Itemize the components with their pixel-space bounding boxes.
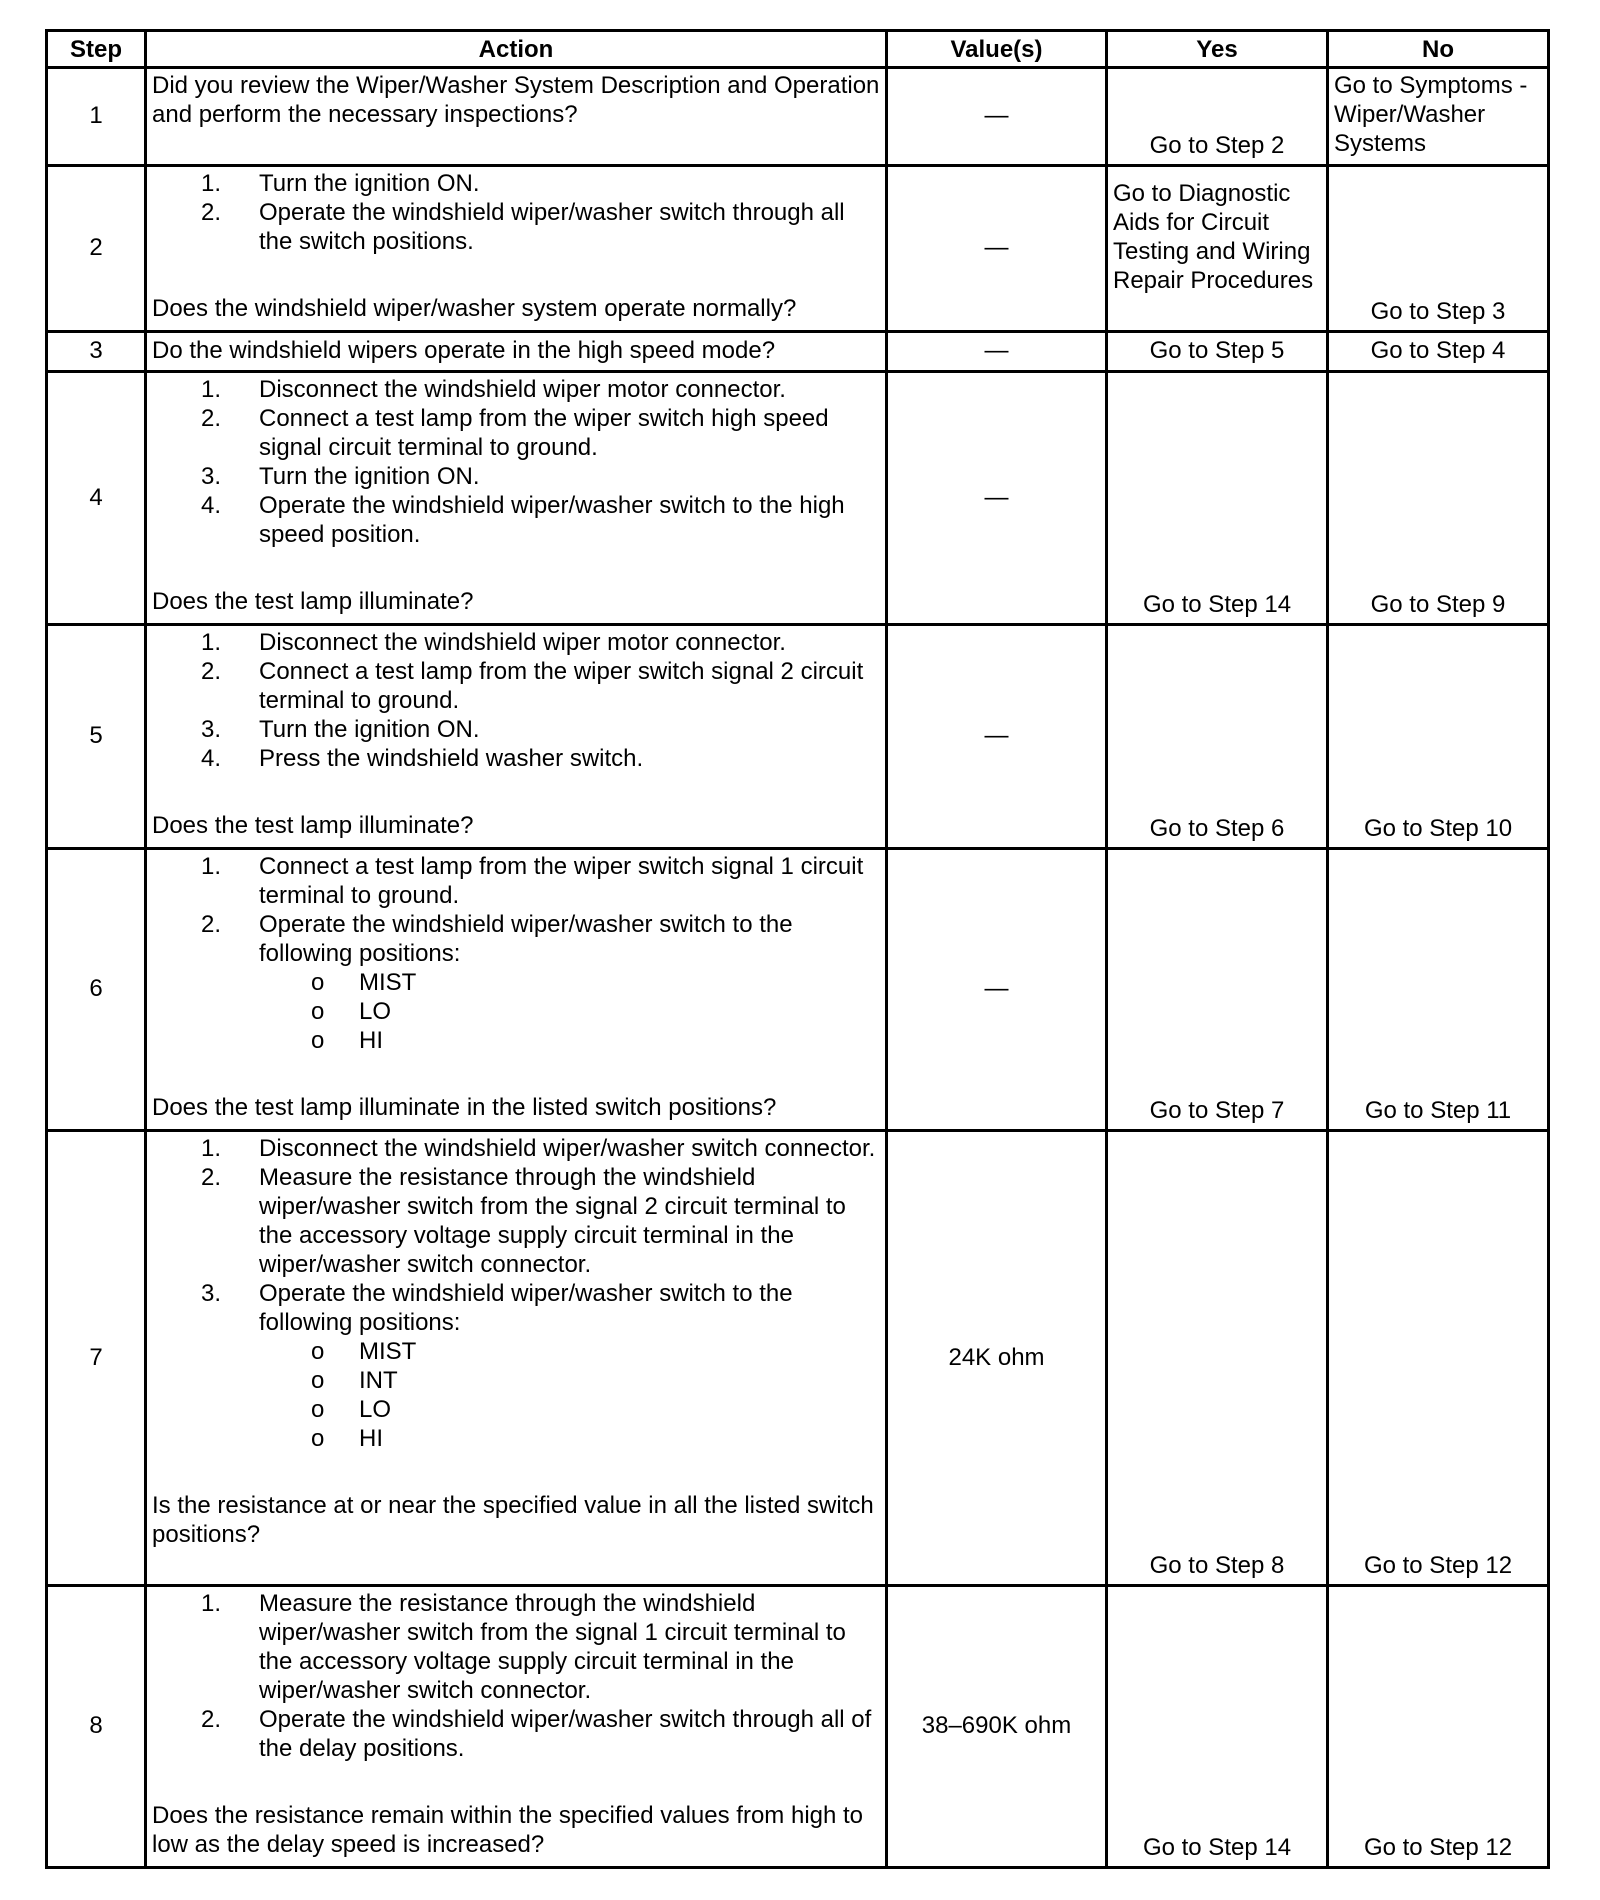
action-steps — [152, 628, 880, 773]
action-steps — [152, 375, 880, 549]
yes-cell: Go to Step 2 — [1107, 68, 1328, 166]
action-step: 2. Connect a test lamp from the wiper switch signal 2 circuit terminal to ground. — [201, 658, 864, 714]
action-step: 1. Measure the resistance through the windshield wiper/washer switch from the signal 1 circuit terminal to the accessory voltage supply circuit terminal in the wiper/washer switch connector. — [201, 1590, 846, 1704]
action-step: 1. Turn the ignition ON. — [201, 170, 480, 197]
position-item: o LO — [311, 1396, 392, 1423]
action-steps — [152, 1134, 880, 1453]
yes-cell: Go to Step 14 — [1107, 372, 1328, 625]
action-step: 2. Operate the windshield wiper/washer switch through all the switch positions. — [201, 199, 845, 255]
bullet-icon: o — [311, 1425, 325, 1452]
bullet-icon: o — [311, 1396, 325, 1423]
header-step: Step — [47, 31, 146, 68]
action-cell — [146, 1586, 887, 1868]
position-item: o MIST — [311, 1338, 417, 1365]
action-step: 1. Disconnect the windshield wiper motor connector. — [201, 629, 786, 656]
value-cell: — — [887, 849, 1107, 1131]
step-number: 3 — [47, 332, 146, 372]
action-step: 2. Measure the resistance through the windshield wiper/washer switch from the signal 2 circuit terminal to the accessory voltage supply circuit terminal in the wiper/washer switch connector. — [201, 1164, 846, 1278]
bullet-icon: o — [311, 969, 325, 996]
action-step: 1. Disconnect the windshield wiper/washer switch connector. — [201, 1135, 876, 1162]
position-item: o LO — [311, 998, 392, 1025]
position-item: o MIST — [311, 969, 417, 996]
no-cell: Go to Step 4 — [1328, 332, 1549, 372]
action-step: 2. Connect a test lamp from the wiper switch high speed signal circuit terminal to ground. — [201, 405, 829, 461]
position-item: o HI — [311, 1425, 383, 1452]
action-cell — [146, 68, 887, 166]
no-cell: Go to Step 12 — [1328, 1131, 1549, 1586]
table-row — [47, 332, 1549, 372]
position-item: o HI — [311, 1027, 383, 1054]
yes-cell: Go to Step 6 — [1107, 625, 1328, 849]
value-cell: — — [887, 372, 1107, 625]
action-step: 2. Operate the windshield wiper/washer switch to the following positions: o MIST o LO o HI — [152, 910, 880, 1055]
action-step: 4. Operate the windshield wiper/washer switch to the high speed position. — [201, 492, 845, 548]
action-cell — [146, 372, 887, 625]
position-list — [259, 1337, 880, 1453]
action-steps — [152, 852, 880, 1055]
step-number: 1 — [47, 68, 146, 166]
table-row — [47, 372, 1549, 625]
action-cell — [146, 166, 887, 332]
action-cell — [146, 332, 887, 372]
question-text: Does the windshield wiper/washer system operate normally? — [152, 295, 797, 322]
table-header-row — [47, 31, 1549, 68]
action-step: 3. Turn the ignition ON. — [201, 716, 480, 743]
yes-cell: Go to Diagnostic Aids for Circuit Testing and Wiring Repair Procedures — [1107, 166, 1328, 332]
position-item: o INT — [311, 1367, 398, 1394]
yes-cell: Go to Step 5 — [1107, 332, 1328, 372]
action-step: 3. Turn the ignition ON. — [201, 463, 480, 490]
header-action: Action — [146, 31, 887, 68]
step-number: 5 — [47, 625, 146, 849]
question-text: Do the windshield wipers operate in the high speed mode? — [152, 337, 776, 364]
no-cell: Go to Step 11 — [1328, 849, 1549, 1131]
table-row — [47, 849, 1549, 1131]
action-steps — [152, 1589, 880, 1763]
action-step: 4. Press the windshield washer switch. — [201, 745, 644, 772]
no-cell: Go to Symptoms - Wiper/Washer Systems — [1328, 68, 1549, 166]
question-text: Does the test lamp illuminate? — [152, 812, 474, 839]
no-cell: Go to Step 10 — [1328, 625, 1549, 849]
yes-cell: Go to Step 8 — [1107, 1131, 1328, 1586]
question-text: Does the test lamp illuminate in the listed switch positions? — [152, 1094, 777, 1121]
yes-cell: Go to Step 14 — [1107, 1586, 1328, 1868]
action-step: 2. Operate the windshield wiper/washer switch through all of the delay positions. — [201, 1706, 872, 1762]
step-number: 7 — [47, 1131, 146, 1586]
question-text: Does the test lamp illuminate? — [152, 588, 474, 615]
header-no: No — [1328, 31, 1549, 68]
bullet-icon: o — [311, 998, 325, 1025]
value-cell: 24K ohm — [887, 1131, 1107, 1586]
value-cell: — — [887, 625, 1107, 849]
yes-cell: Go to Step 7 — [1107, 849, 1328, 1131]
header-values: Value(s) — [887, 31, 1107, 68]
step-number: 4 — [47, 372, 146, 625]
action-cell — [146, 625, 887, 849]
action-cell — [146, 1131, 887, 1586]
action-step: 1. Disconnect the windshield wiper motor connector. — [201, 376, 786, 403]
table-row — [47, 1586, 1549, 1868]
bullet-icon: o — [311, 1027, 325, 1054]
step-number: 6 — [47, 849, 146, 1131]
table-row — [47, 1131, 1549, 1586]
no-cell: Go to Step 3 — [1328, 166, 1549, 332]
bullet-icon: o — [311, 1367, 325, 1394]
value-cell: — — [887, 332, 1107, 372]
table-row — [47, 68, 1549, 166]
action-step: 1. Connect a test lamp from the wiper switch signal 1 circuit terminal to ground. — [201, 853, 864, 909]
step-number: 8 — [47, 1586, 146, 1868]
position-list — [259, 968, 880, 1055]
table-row — [47, 625, 1549, 849]
step-number: 2 — [47, 166, 146, 332]
question-text: Did you review the Wiper/Washer System Description and Operation and perform the necessary inspections? — [152, 72, 880, 128]
value-cell: — — [887, 68, 1107, 166]
action-cell — [146, 849, 887, 1131]
value-cell: — — [887, 166, 1107, 332]
bullet-icon: o — [311, 1338, 325, 1365]
question-text: Does the resistance remain within the specified values from high to low as the delay speed is increased? — [152, 1802, 864, 1858]
action-steps — [152, 169, 880, 256]
no-cell: Go to Step 12 — [1328, 1586, 1549, 1868]
value-cell: 38–690K ohm — [887, 1586, 1107, 1868]
no-cell: Go to Step 9 — [1328, 372, 1549, 625]
table-row — [47, 166, 1549, 332]
diagnostic-table — [45, 29, 1550, 1869]
header-yes: Yes — [1107, 31, 1328, 68]
action-step: 3. Operate the windshield wiper/washer switch to the following positions: o MIST o INT o LO o HI — [152, 1279, 880, 1453]
question-text: Is the resistance at or near the specified value in all the listed switch positions? — [152, 1492, 874, 1548]
